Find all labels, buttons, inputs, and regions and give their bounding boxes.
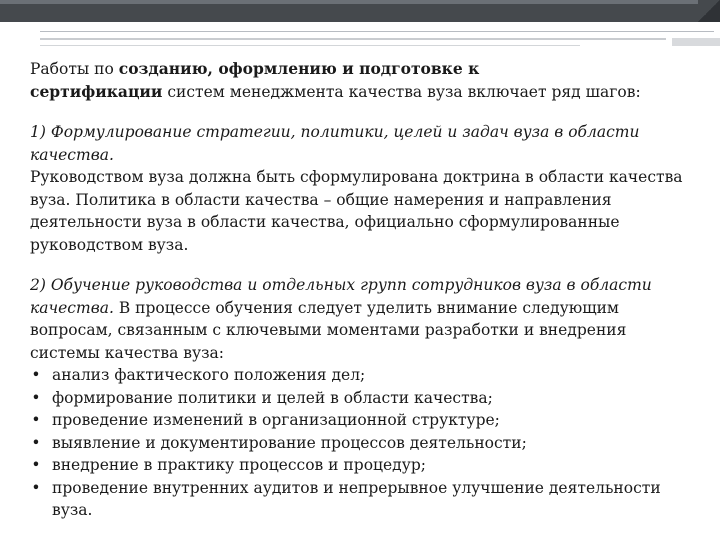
list-item-text: проведение внутренних аудитов и непрерывное улучшение деятельности вуза.	[52, 478, 661, 519]
list-item	[30, 387, 698, 410]
list-item-text: выявление и документирование процессов деятельности;	[52, 433, 527, 452]
list-item	[30, 454, 698, 477]
step-2-title: 2) Обучение руководства и отдельных групп сотрудников вуза в области качества.	[30, 276, 652, 317]
step-2-bullet-list	[30, 364, 698, 522]
bullet-icon: •	[31, 366, 41, 384]
list-item	[30, 409, 698, 432]
intro-text: систем менеджмента качества вуза включает ряд шагов:	[162, 82, 641, 101]
bullet-icon: •	[31, 388, 41, 407]
slide-header-corner	[698, 0, 720, 22]
list-item	[30, 477, 698, 522]
decorative-rule	[672, 38, 720, 46]
step-2-paragraph	[30, 274, 698, 364]
list-item	[30, 432, 698, 455]
list-item-text: внедрение в практику процессов и процедур;	[52, 456, 426, 474]
step-2-body: В процессе обучения следует уделить внимание следующим вопросам, связанным с ключевыми моментами разработки и внедрения системы качества вуза:	[30, 298, 627, 362]
list-item	[30, 364, 698, 387]
list-item-text: проведение изменений в организационной структуре;	[52, 411, 500, 429]
decorative-rule	[40, 38, 666, 40]
bullet-icon: •	[31, 456, 41, 474]
decorative-rule	[40, 45, 580, 46]
intro-bold-text: созданию, оформлению и подготовке к	[118, 59, 480, 78]
list-item-text: формирование политики и целей в области качества;	[52, 388, 493, 407]
step-1-paragraph	[30, 121, 698, 256]
intro-paragraph	[30, 58, 698, 103]
bullet-icon: •	[31, 433, 41, 452]
list-item-text: анализ фактического положения дел;	[52, 366, 366, 384]
intro-text: Работы по	[30, 60, 119, 78]
slide-header-accent	[0, 0, 720, 4]
step-1-title: 1) Формулирование стратегии, политики, целей и задач вуза в области качества.	[30, 123, 640, 164]
intro-bold-text: сертификации	[30, 81, 163, 101]
decorative-rule	[40, 31, 714, 32]
bullet-icon: •	[31, 411, 41, 429]
slide-body	[30, 58, 698, 522]
step-1-body: Руководством вуза должна быть сформулирована доктрина в области качества вуза. Политика в области качества – общие намерения и направления деятельности вуза в области качества, официально сформулированные руководством вуза.	[30, 168, 683, 254]
bullet-icon: •	[31, 478, 41, 497]
